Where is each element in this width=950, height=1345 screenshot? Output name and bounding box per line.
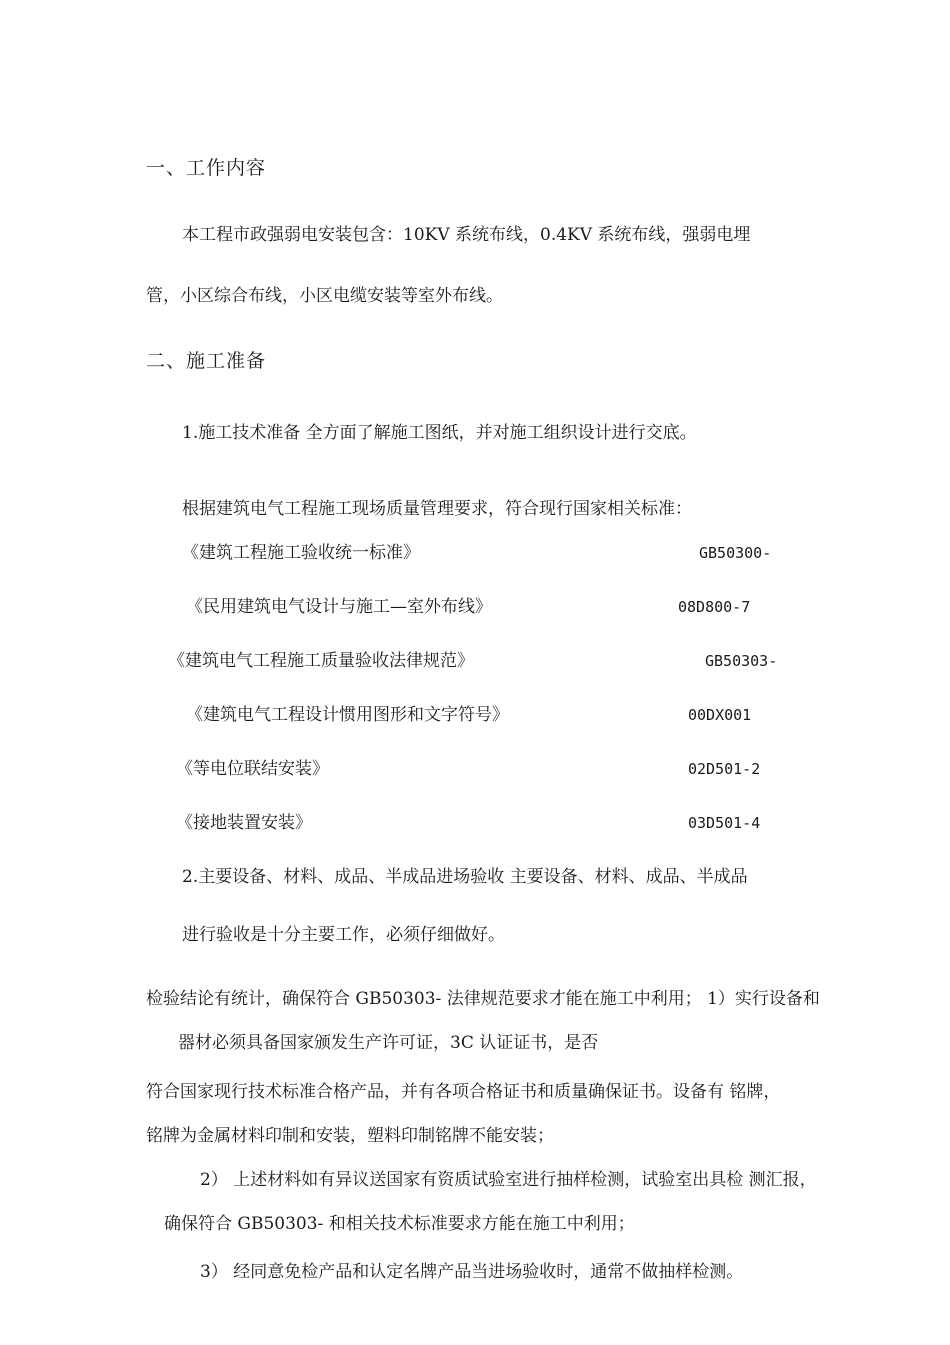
standard-code: 08D800-7 — [678, 598, 751, 616]
inspection-line-3: 符合国家现行技术标准合格产品，并有各项合格证书和质量确保证书。设备有 铭牌， — [146, 1082, 781, 1102]
section-heading-work-content: 一、工作内容 — [146, 157, 267, 179]
item-3-line-1: 3） 经同意免检产品和认定名牌产品当进场验收时，通常不做抽样检测。 — [200, 1262, 744, 1282]
standard-code: 00DX001 — [688, 706, 752, 724]
standard-code: GB50303- — [705, 652, 778, 670]
item-2-line-1: 2） 上述材料如有异议送国家有资质试验室进行抽样检测，试验室出具检 测汇报， — [200, 1170, 817, 1190]
inspection-line-4: 铭牌为金属材料印制和安装，塑料印制铭牌不能安装； — [146, 1126, 554, 1146]
inspection-line-2: 器材必须具备国家颁发生产许可证，3C 认证证书，是否 — [178, 1033, 599, 1053]
section-heading-preparation: 二、施工准备 — [146, 350, 267, 372]
acceptance-line-1: 2.主要设备、材料、成品、半成品进场验收 主要设备、材料、成品、半成品 — [182, 867, 748, 887]
work-content-paragraph-line-1: 本工程市政强弱电安装包含：10KV 系统布线，0.4KV 系统布线，强弱电埋 — [182, 225, 751, 245]
standard-code: GB50300- — [699, 544, 772, 562]
standard-title: 《民用建筑电气设计与施工—室外布线》 — [186, 597, 492, 617]
item-2-line-2: 确保符合 GB50303- 和相关技术标准要求方能在施工中利用； — [164, 1214, 635, 1234]
work-content-paragraph-line-2: 管，小区综合布线，小区电缆安装等室外布线。 — [146, 286, 503, 306]
inspection-line-1: 检验结论有统计，确保符合 GB50303- 法律规范要求才能在施工中利用； 1）实行设备和 — [146, 989, 820, 1009]
standard-title: 《建筑工程施工验收统一标准》 — [182, 543, 420, 563]
standard-title: 《建筑电气工程设计惯用图形和文字符号》 — [186, 705, 509, 725]
standard-code: 03D501-4 — [688, 814, 761, 832]
standard-title: 《接地装置安装》 — [176, 813, 312, 833]
acceptance-line-2: 进行验收是十分主要工作，必须仔细做好。 — [182, 925, 505, 945]
standard-title: 《建筑电气工程施工质量验收法律规范》 — [168, 651, 474, 671]
standard-code: 02D501-2 — [688, 760, 761, 778]
standard-title: 《等电位联结安装》 — [176, 759, 329, 779]
standards-intro-line: 根据建筑电气工程施工现场质量管理要求，符合现行国家相关标准： — [182, 499, 692, 519]
tech-preparation-line: 1.施工技术准备 全方面了解施工图纸，并对施工组织设计进行交底。 — [182, 423, 697, 443]
